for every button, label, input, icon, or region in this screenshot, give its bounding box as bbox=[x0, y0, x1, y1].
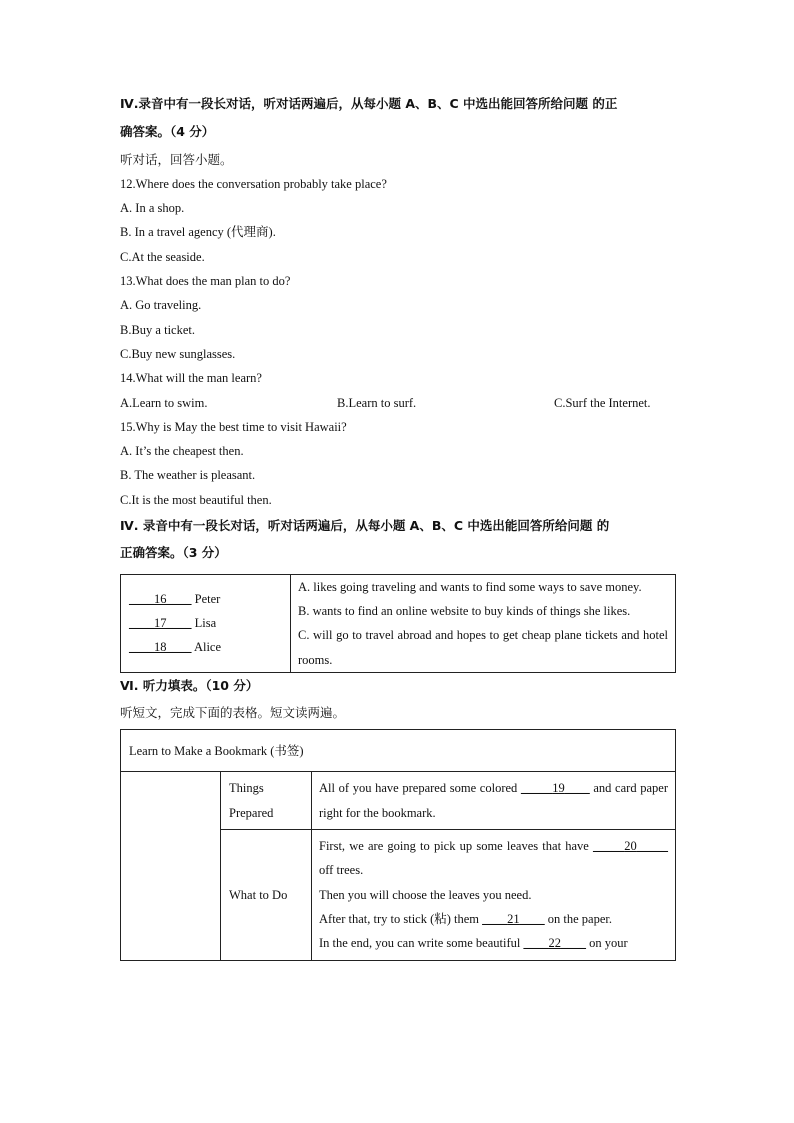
things-prepared-content: All of you have prepared some colored _____19____ and card paper right for the bookmark. bbox=[312, 772, 676, 830]
choice-c: C. will go to travel abroad and hopes to get cheap plane tickets and hotel rooms. bbox=[298, 628, 668, 667]
blank-16[interactable]: ____16____ bbox=[129, 591, 192, 606]
question-13-option-b: B.Buy a ticket. bbox=[120, 322, 195, 337]
question-12-option-b: B. In a travel agency (代理商). bbox=[120, 225, 276, 240]
matching-table bbox=[120, 574, 676, 673]
name-alice: Alice bbox=[193, 640, 222, 655]
section-4a-heading-line1: Ⅳ.录音中有一段长对话，听对话两遍后，从每小题 A、B、C 中选出能回答所给问题 的正 bbox=[120, 96, 618, 111]
question-12-option-c: C.At the seaside. bbox=[120, 249, 205, 264]
question-14-option-a: A.Learn to swim. bbox=[120, 395, 208, 410]
choices-cell bbox=[291, 574, 676, 672]
blank-22[interactable]: ____22____ bbox=[523, 936, 586, 951]
match-row-18 bbox=[129, 635, 282, 659]
bookmark-table bbox=[120, 729, 676, 960]
question-12: 12.Where does the conversation probably take place? bbox=[120, 176, 387, 191]
section-4a-heading-line2: 确答案。（4 分） bbox=[120, 124, 215, 140]
question-15-option-a: A. It’s the cheapest then. bbox=[120, 444, 244, 459]
step-after: After that, try to stick (粘) them ____21____ on the paper. bbox=[319, 911, 612, 926]
match-row-16 bbox=[129, 587, 282, 611]
name-peter: Peter bbox=[194, 591, 221, 606]
choice-b: B. wants to find an online website to buy kinds of things she likes. bbox=[298, 603, 631, 618]
name-lisa: Lisa bbox=[194, 616, 217, 631]
blank-19[interactable]: _____19____ bbox=[520, 781, 590, 796]
question-15: 15.Why is May the best time to visit Hawaii? bbox=[120, 419, 347, 434]
step-end: In the end, you can write some beautiful ____22____ on your bbox=[319, 936, 628, 951]
step-then: Then you will choose the leaves you need. bbox=[319, 887, 532, 902]
blank-17[interactable]: ____17____ bbox=[129, 616, 192, 631]
empty-left-cell bbox=[121, 772, 221, 960]
things-prepared-label: Things Prepared bbox=[221, 772, 312, 830]
question-15-option-b: B. The weather is pleasant. bbox=[120, 468, 256, 483]
choice-a: A. likes going traveling and wants to find some ways to save money. bbox=[298, 579, 642, 594]
section-6-instruction: 听短文，完成下面的表格。短文读两遍。 bbox=[120, 705, 346, 721]
names-cell bbox=[121, 574, 291, 672]
section-4b-heading-line2: 正确答案。（3 分） bbox=[120, 545, 227, 561]
section-6-heading: Ⅵ. 听力填表。（10 分） bbox=[120, 677, 259, 693]
question-14: 14.What will the man learn? bbox=[120, 371, 262, 386]
step-first: First, we are going to pick up some leaves that have _____20_____ off trees. bbox=[319, 839, 668, 878]
blank-21[interactable]: ____21____ bbox=[482, 911, 545, 926]
section-4a-instruction: 听对话，回答小题。 bbox=[120, 151, 233, 167]
what-to-do-content bbox=[312, 830, 676, 960]
what-to-do-label: What to Do bbox=[221, 830, 312, 960]
question-13: 13.What does the man plan to do? bbox=[120, 274, 291, 289]
question-14-option-c: C.Surf the Internet. bbox=[554, 395, 651, 410]
question-13-option-a: A. Go traveling. bbox=[120, 298, 202, 313]
section-4b-heading-line1: Ⅳ. 录音中有一段长对话，听对话两遍后，从每小题 A、B、C 中选出能回答所给问题 的 bbox=[120, 518, 610, 534]
question-13-option-c: C.Buy new sunglasses. bbox=[120, 346, 236, 361]
question-15-option-c: C.It is the most beautiful then. bbox=[120, 492, 272, 507]
document-page bbox=[120, 90, 676, 961]
blank-20[interactable]: _____20_____ bbox=[593, 839, 668, 854]
question-12-option-a: A. In a shop. bbox=[120, 201, 185, 216]
question-14-option-b: B.Learn to surf. bbox=[337, 395, 417, 410]
blank-18[interactable]: ____18____ bbox=[129, 640, 192, 655]
question-14-options bbox=[120, 391, 676, 415]
match-row-17 bbox=[129, 611, 282, 635]
bookmark-table-title: Learn to Make a Bookmark (书签) bbox=[121, 730, 676, 772]
